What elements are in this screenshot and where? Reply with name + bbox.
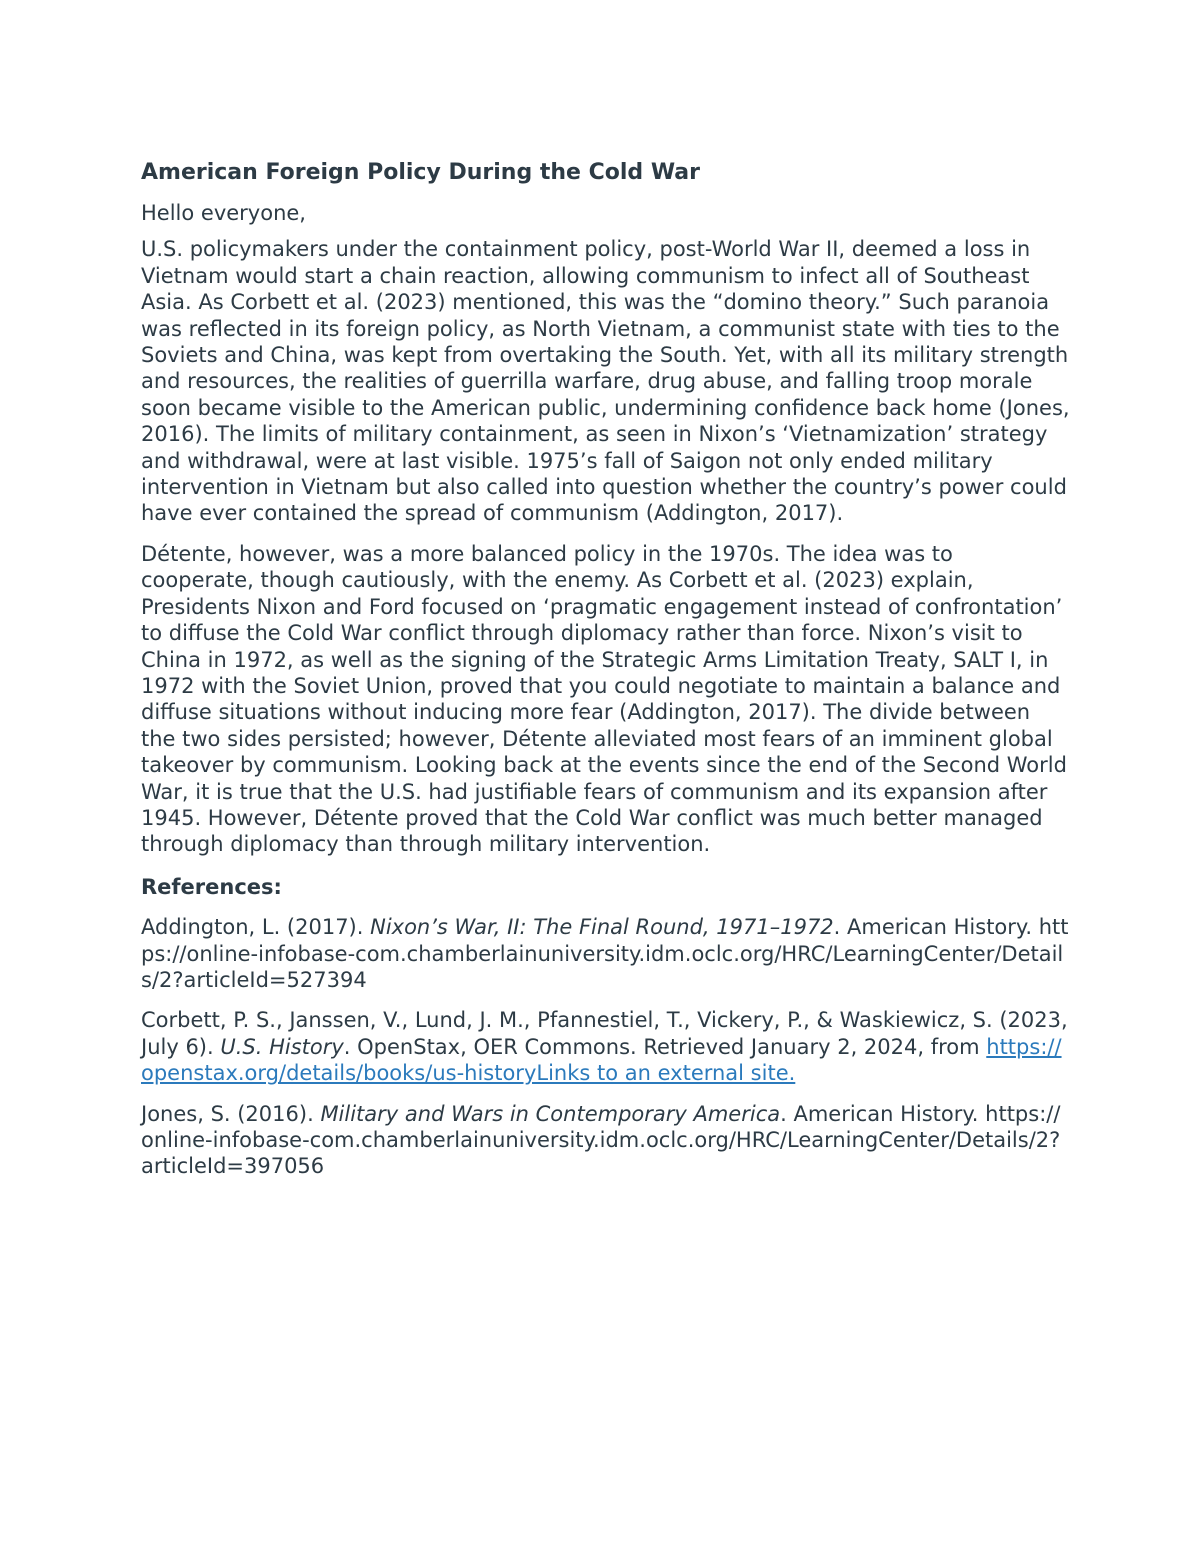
reference-author: Jones, S. (2016).: [141, 1101, 321, 1126]
reference-source: . American History.: [780, 1101, 986, 1126]
paragraph-detente: Détente, however, was a more balanced policy in the 1970s. The idea was to cooperate, though cautiously, with the enemy. As Corbett et al. (2023) explain, Presidents Nixon and Ford focused on ‘pragmatic engagement instead of confrontation’ to diffuse the Cold War conflict through diplomacy rather than force. Nixon’s visit to China in 1972, as well as the signing of the Strategic Arms Limitation Treaty, SALT I, in 1972 with the Soviet Union, proved that you could negotiate to maintain a balance and diffuse situations without inducing more fear (Addington, 2017). The divide between the two sides persisted; however, Détente alleviated most fears of an imminent global takeover by communism. Looking back at the events since the end of the Second World War, it is true that the U.S. had justifiable fears of communism and its expansion after 1945. However, Détente proved that the Cold War conflict was much better managed through diplomacy than through military intervention.: [141, 541, 1067, 857]
reference-source: . OpenStax, OER Commons. Retrieved January 2, 2024, from: [343, 1034, 987, 1059]
reference-author: Corbett, P. S., Janssen, V., Lund, J. M., Pfannestiel, T., Vickery, P., & Waskiewicz, S. (2023, July 6).: [141, 1008, 1068, 1059]
reference-title: Nixon’s War, II: The Final Round, 1971–1972: [370, 915, 834, 940]
reference-url: https://online-infobase-com.chamberlainuniversity.idm.oclc.org/HRC/LearningCenter/Details/2?articleId=527394: [141, 915, 1069, 992]
reference-addington: [141, 914, 1071, 993]
greeting: Hello everyone,: [141, 201, 306, 225]
references-heading: References:: [141, 874, 282, 899]
document-title: American Foreign Policy During the Cold War: [141, 160, 700, 185]
reference-url: https://online-infobase-com.chamberlainuniversity.idm.oclc.org/HRC/LearningCenter/Details/2?articleId=397056: [141, 1101, 1061, 1179]
openstax-link[interactable]: https://openstax.org/details/books/us-historyLinks to an external site.: [141, 1034, 1062, 1086]
reference-corbett: [141, 1007, 1071, 1086]
reference-source: . American History.: [833, 915, 1039, 940]
reference-title: Military and Wars in Contemporary America: [320, 1101, 781, 1126]
document-page: [141, 156, 1071, 1194]
paragraph-containment: U.S. policymakers under the containment policy, post-World War II, deemed a loss in Vietnam would start a chain reaction, allowing communism to infect all of Southeast Asia. As Corbett et al. (2023) mentioned, this was the “domino theory.” Such paranoia was reflected in its foreign policy, as North Vietnam, a communist state with ties to the Soviets and China, was kept from overtaking the South. Yet, with all its military strength and resources, the realities of guerrilla warfare, drug abuse, and falling troop morale soon became visible to the American public, undermining confidence back home (Jones, 2016). The limits of military containment, as seen in Nixon’s ‘Vietnamization’ strategy and withdrawal, were at last visible. 1975’s fall of Saigon not only ended military intervention in Vietnam but also called into question whether the country’s power could have ever contained the spread of communism (Addington, 2017).: [141, 237, 1070, 526]
reference-jones: [141, 1101, 1071, 1180]
reference-author: Addington, L. (2017).: [141, 915, 371, 940]
reference-title: U.S. History: [220, 1034, 344, 1059]
